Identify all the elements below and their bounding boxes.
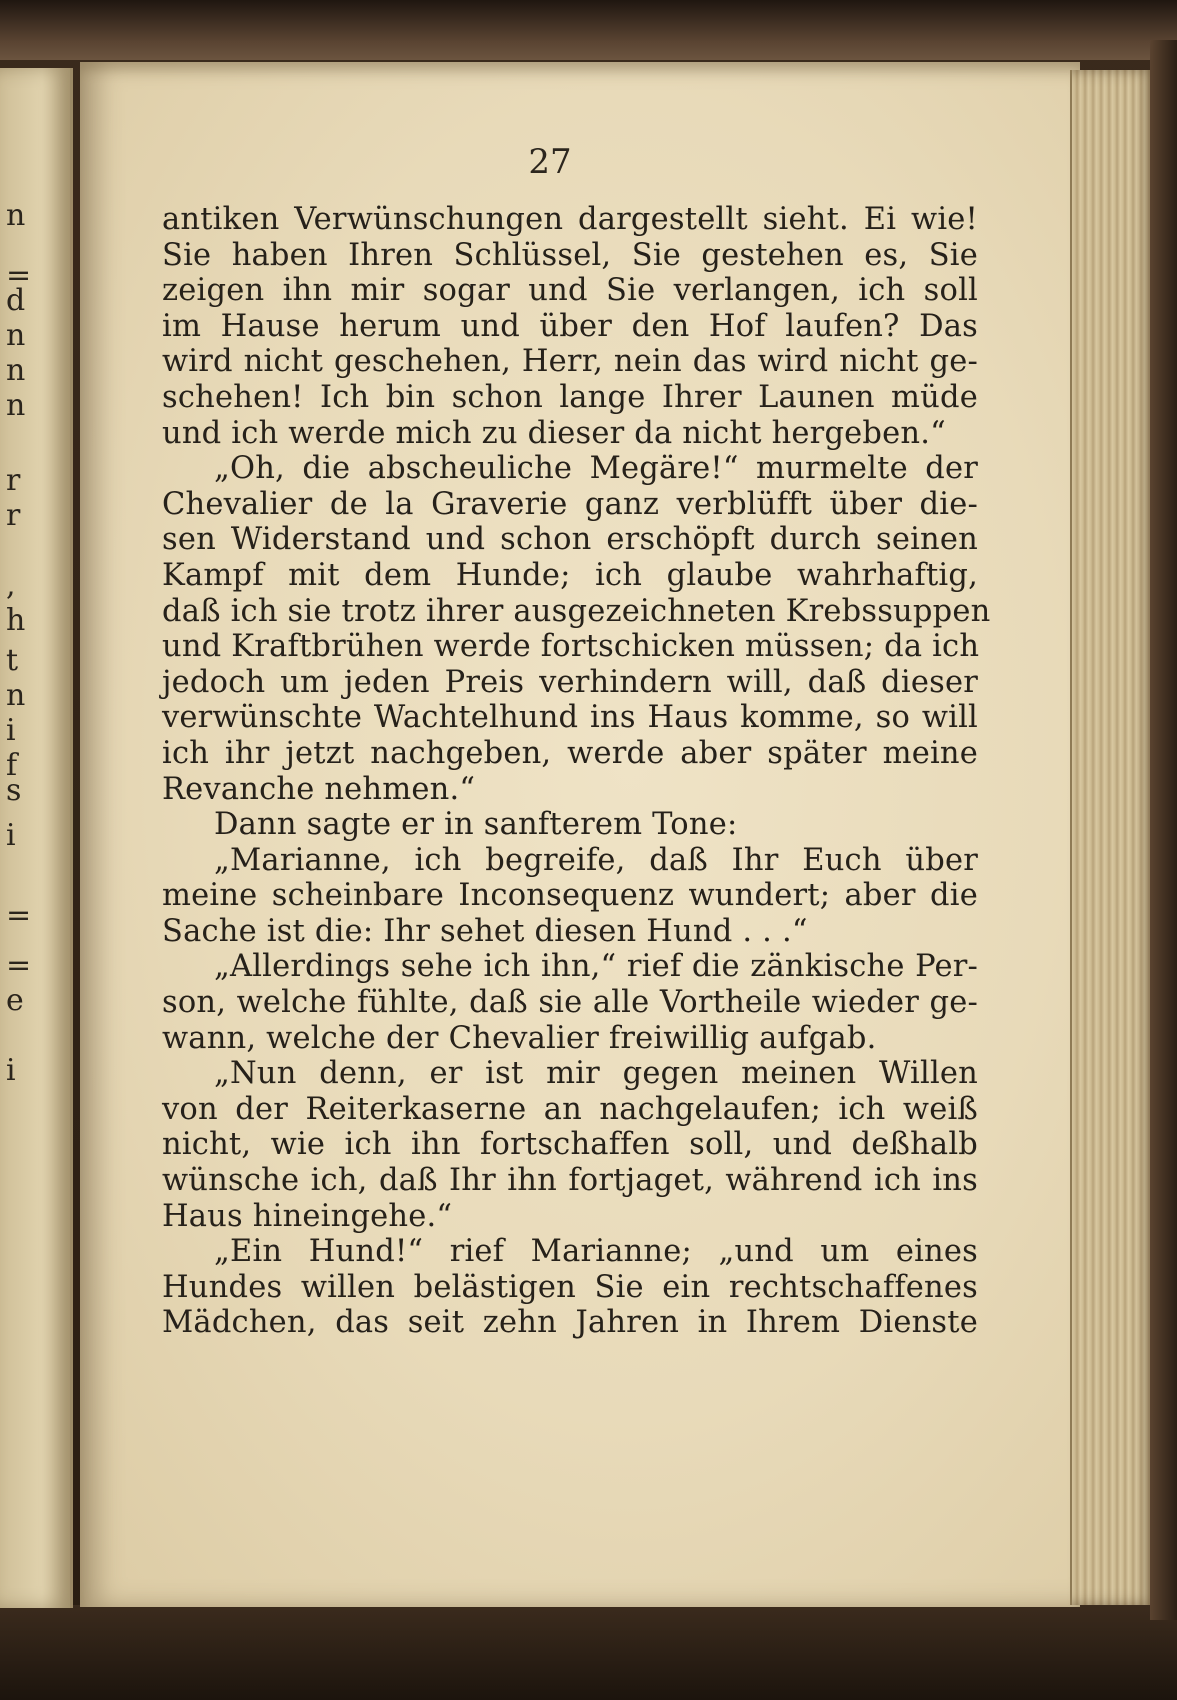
- text-line: schehen! Ich bin schon lange Ihrer Launen müde: [162, 379, 978, 415]
- text-line: Dann sagte er in sanfterem Tone:: [214, 807, 738, 843]
- left-page-letter: =: [6, 258, 32, 293]
- text-line: und Kraftbrühen werde fortschicken müssen; da ich: [162, 629, 980, 665]
- left-page-letter: f: [6, 748, 18, 783]
- left-page-letter: h: [6, 603, 26, 638]
- text-line: antiken Verwünschungen dargestellt sieht. Ei wie!: [162, 202, 978, 237]
- text-line: Haus hineingehe.“: [162, 1198, 453, 1234]
- left-page-letter: n: [6, 388, 26, 423]
- left-page-letter: e: [6, 983, 24, 1018]
- left-page-letter: i: [6, 818, 16, 853]
- book-page: [80, 62, 1080, 1607]
- text-line: verwünschte Wachtelhund ins Haus komme, so will: [162, 700, 978, 736]
- text-line: und ich werde mich zu dieser da nicht hergeben.“: [162, 415, 946, 451]
- text-line: Mädchen, das seit zehn Jahren in Ihrem Dienste: [162, 1305, 978, 1341]
- book-cover-right-edge: [1150, 40, 1177, 1620]
- text-line: son, welche fühlte, daß sie alle Vortheile wieder ge-: [162, 985, 978, 1021]
- text-line: zeigen ihn mir sogar und Sie verlangen, ich soll: [162, 273, 978, 309]
- text-line: Sache ist die: Ihr sehet diesen Hund . . .“: [162, 913, 808, 949]
- book-cover-bottom-edge: [0, 1605, 1177, 1700]
- text-line: jedoch um jeden Preis verhindern will, daß dieser: [162, 664, 978, 700]
- text-line: Hundes willen belästigen Sie ein rechtschaffenes: [162, 1269, 978, 1305]
- text-line: „Allerdings sehe ich ihn,“ rief die zänkische Per-: [214, 949, 978, 985]
- left-page-letter: i: [6, 1053, 16, 1088]
- left-page-letter: d: [6, 283, 26, 318]
- left-page-letter: r: [6, 498, 21, 533]
- text-line: im Hause herum und über den Hof laufen? Das: [162, 308, 978, 344]
- book-cover-top-edge: [0, 0, 1177, 60]
- left-page-letter: s: [6, 773, 22, 808]
- text-line: Kampf mit dem Hunde; ich glaube wahrhaftig,: [162, 557, 978, 593]
- page-stack-edges: [1070, 70, 1157, 1605]
- left-page-letter: ,: [6, 568, 16, 603]
- left-page-letter: =: [6, 948, 32, 983]
- left-page-letter: t: [6, 643, 19, 678]
- text-line: meine scheinbare Inconsequenz wundert; aber die: [162, 878, 978, 914]
- left-page-cut-text: [0, 68, 40, 1608]
- left-page-letter: i: [6, 713, 16, 748]
- left-page-sliver: [0, 68, 73, 1608]
- text-line: nicht, wie ich ihn fortschaffen soll, und deßhalb: [162, 1127, 978, 1163]
- text-line: von der Reiterkaserne an nachgelaufen; ich weiß: [162, 1091, 978, 1127]
- text-line: „Oh, die abscheuliche Megäre!“ murmelte der: [214, 451, 978, 487]
- text-line: „Marianne, ich begreife, daß Ihr Euch über: [214, 842, 978, 878]
- text-line: ich ihr jetzt nachgeben, werde aber später meine: [162, 735, 978, 771]
- text-line: „Nun denn, er ist mir gegen meinen Willen: [214, 1056, 978, 1092]
- left-page-letter: n: [6, 318, 26, 353]
- page-number: 27: [528, 142, 572, 182]
- text-line: wünsche ich, daß Ihr ihn fortjaget, während ich ins: [162, 1163, 978, 1199]
- text-line: wann, welche der Chevalier freiwillig aufgab.: [162, 1020, 877, 1056]
- left-page-letter: r: [6, 463, 21, 498]
- text-line: Sie haben Ihren Schlüssel, Sie gestehen es, Sie: [162, 237, 978, 273]
- left-page-letter: n: [6, 353, 26, 388]
- left-page-letter: n: [6, 198, 26, 233]
- text-line: sen Widerstand und schon erschöpft durch seinen: [162, 522, 978, 558]
- text-line: „Ein Hund!“ rief Marianne; „und um eines: [214, 1234, 978, 1270]
- left-page-letter: =: [6, 898, 32, 933]
- text-line: wird nicht geschehen, Herr, nein das wird nicht ge-: [162, 344, 978, 380]
- left-page-letter: n: [6, 678, 26, 713]
- page-body-text: [162, 202, 991, 1341]
- text-line: Chevalier de la Graverie ganz verblüfft über die-: [162, 486, 978, 522]
- text-line: Revanche nehmen.“: [162, 771, 476, 807]
- text-line: daß ich sie trotz ihrer ausgezeichneten Krebssuppen: [162, 593, 991, 629]
